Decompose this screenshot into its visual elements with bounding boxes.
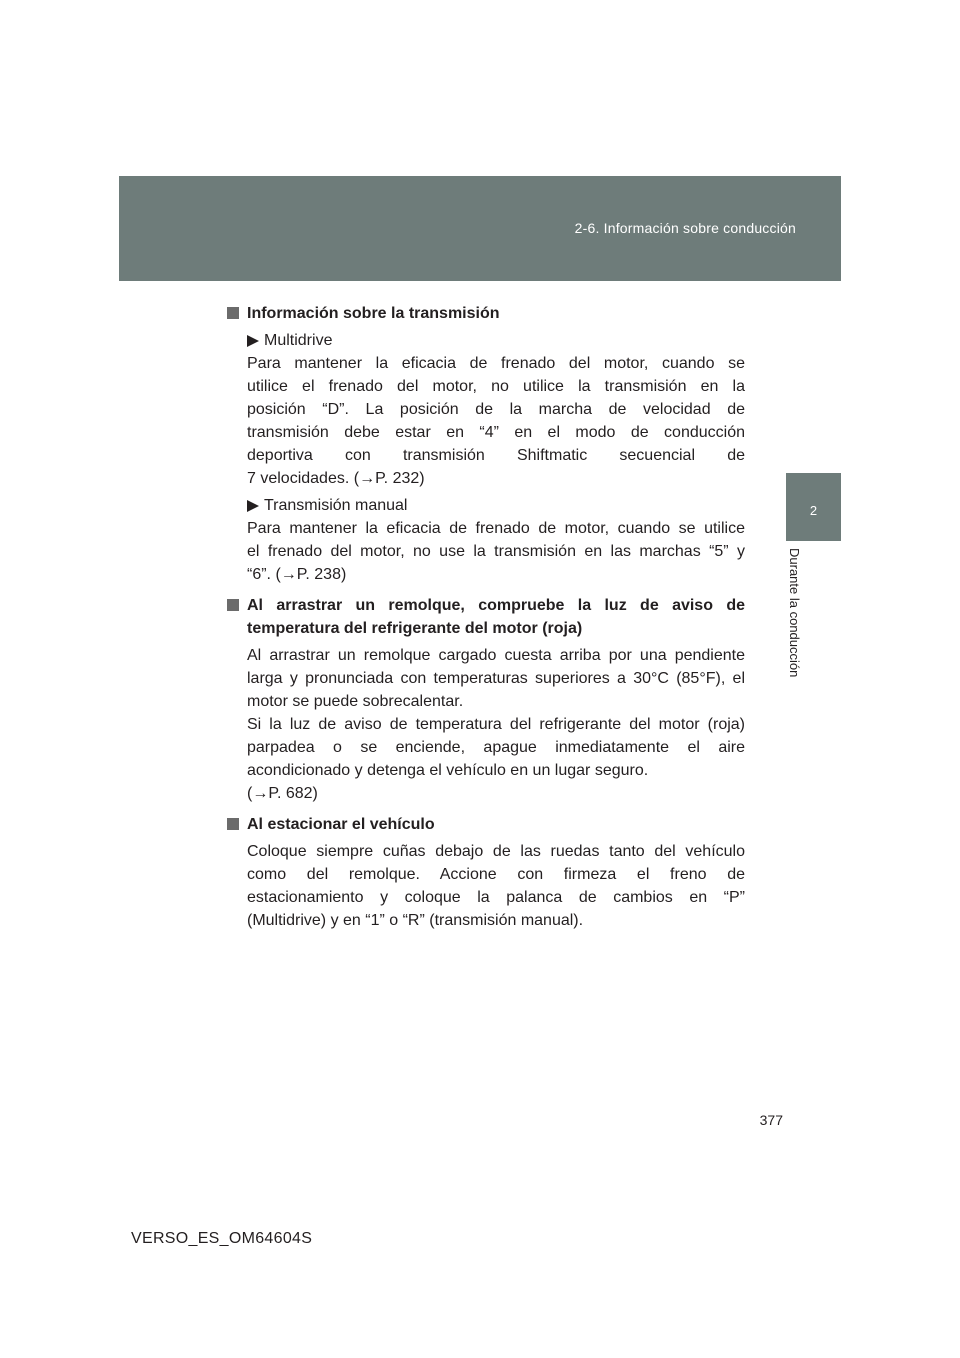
subsection-multidrive — [247, 329, 745, 490]
section-body — [247, 644, 745, 805]
section-trailer-temperature — [227, 594, 745, 805]
text-line: Si la luz de aviso de temperatura del refrigerante del motor (roja) — [247, 716, 745, 733]
subsection-heading: Transmisión manual — [247, 494, 745, 517]
text-line: larga y pronunciada con temperaturas superiores a 30°C (85°F), el — [247, 670, 745, 687]
page-reference[interactable]: “6”. (→P. 238) — [247, 566, 347, 583]
text-line: posición “D”. La posición de la marcha de velocidad de — [247, 401, 745, 418]
text-line: Para mantener la eficacia de frenado del motor, cuando se — [247, 355, 745, 372]
chapter-tab — [786, 473, 841, 541]
triangle-bullet-icon — [247, 335, 259, 347]
section-parking — [227, 813, 745, 932]
paragraph — [247, 713, 745, 805]
square-bullet-icon — [227, 307, 239, 319]
page-content — [227, 302, 745, 940]
page-reference[interactable]: (→P. 682) — [247, 785, 318, 802]
paragraph — [247, 352, 745, 490]
chapter-number: 2 — [809, 503, 818, 518]
square-bullet-icon — [227, 599, 239, 611]
page-number: 377 — [759, 1112, 783, 1128]
text-line: acondicionado y detenga el vehículo en un lugar seguro. — [247, 762, 649, 779]
text-line: como del remolque. Accione con firmeza el freno de — [247, 866, 745, 883]
text-line: (Multidrive) y en “1” o “R” (transmisión manual). — [247, 912, 584, 929]
text-line: transmisión debe estar en “4” en el modo de conducción — [247, 424, 745, 441]
subsection-heading: Multidrive — [247, 329, 745, 352]
text-line: motor se puede sobrecalentar. — [247, 693, 464, 710]
triangle-bullet-icon — [247, 500, 259, 512]
document-code: VERSO_ES_OM64604S — [131, 1230, 313, 1247]
text-line: Coloque siempre cuñas debajo de las ruedas tanto del vehículo — [247, 843, 745, 860]
chapter-label: Durante la conducción — [787, 548, 802, 678]
section-title: Al estacionar el vehículo — [227, 813, 745, 836]
subsection-manual — [247, 494, 745, 586]
header-section-title: 2-6. Información sobre conducción — [574, 220, 796, 236]
text-line: parpadea o se enciende, apague inmediatamente el aire — [247, 739, 745, 756]
paragraph — [247, 644, 745, 713]
text-line: el frenado del motor, no use la transmisión en las marchas “5” y — [247, 543, 745, 560]
section-transmission — [227, 302, 745, 586]
text-line: utilice el frenado del motor, no utilice la transmisión en la — [247, 378, 745, 395]
paragraph — [247, 517, 745, 586]
header-band — [119, 176, 841, 281]
section-title: Al arrastrar un remolque, compruebe la luz de aviso de temperatura del refrigerante del motor (roja) — [227, 594, 745, 640]
section-body — [247, 840, 745, 932]
paragraph — [247, 840, 745, 932]
square-bullet-icon — [227, 818, 239, 830]
text-line: Al arrastrar un remolque cargado cuesta arriba por una pendiente — [247, 647, 745, 664]
page-reference[interactable]: 7 velocidades. (→P. 232) — [247, 470, 425, 487]
text-line: Para mantener la eficacia de frenado de motor, cuando se utilice — [247, 520, 745, 537]
text-line: estacionamiento y coloque la palanca de cambios en “P” — [247, 889, 745, 906]
section-title: Información sobre la transmisión — [227, 302, 745, 325]
text-line: deportiva con transmisión Shiftmatic secuencial de — [247, 447, 745, 464]
